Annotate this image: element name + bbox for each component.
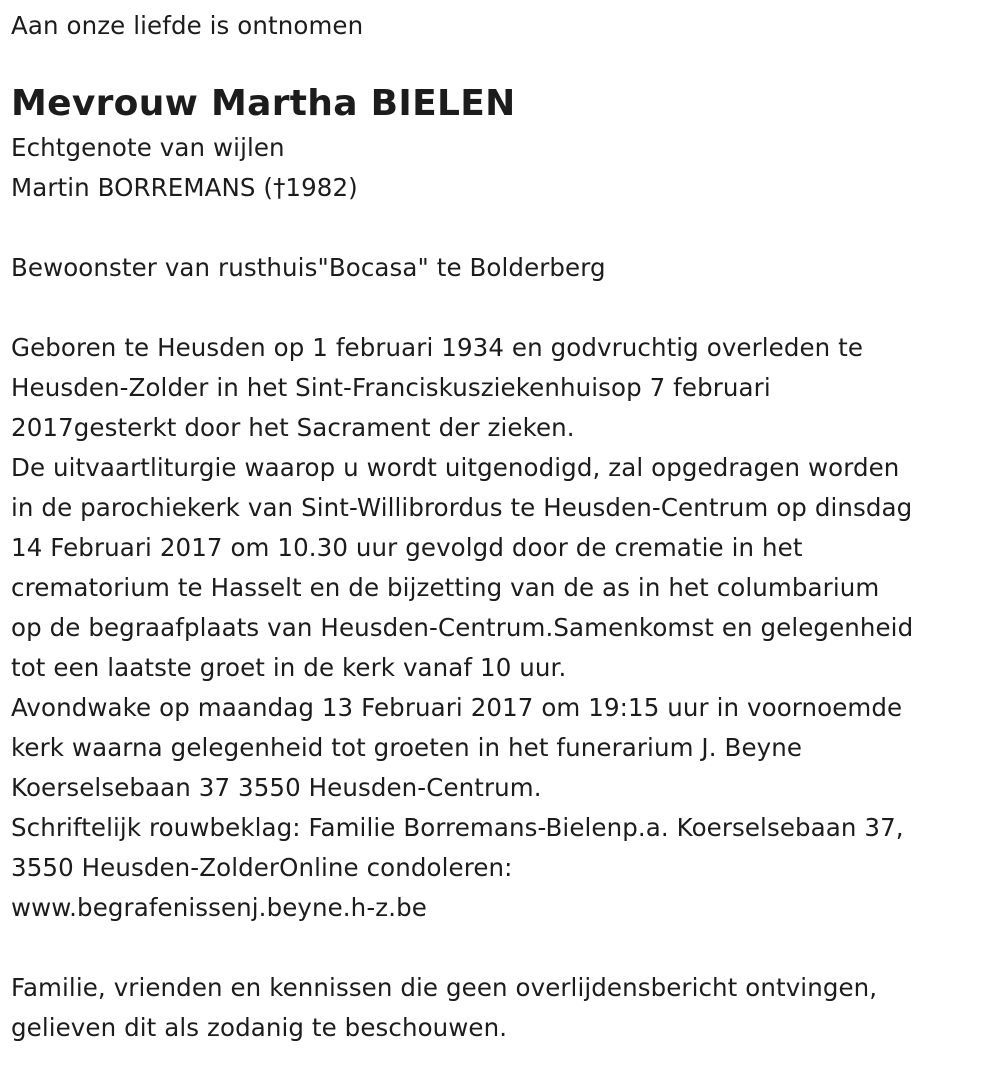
spacer [11, 928, 990, 968]
body-line: Geboren te Heusden op 1 februari 1934 en godvruchtig overleden te [11, 333, 864, 362]
body-line: Koerselsebaan 37 3550 Heusden-Centrum. [11, 773, 542, 802]
body-line: op de begraafplaats van Heusden-Centrum.Samenkomst en gelegenheid [11, 613, 914, 642]
residence-text: Bewoonster van rusthuis"Bocasa" te Bolderberg [11, 253, 606, 282]
intro-text: Aan onze liefde is ontnomen [11, 11, 364, 40]
body-line: Heusden-Zolder in het Sint-Franciskusziekenhuisop 7 februari [11, 373, 771, 402]
notice-body [11, 328, 990, 928]
body-line: 3550 Heusden-ZolderOnline condoleren: [11, 853, 513, 882]
body-line: Schriftelijk rouwbeklag: Familie Borremans-Bielenp.a. Koerselsebaan 37, [11, 813, 904, 842]
body-line: De uitvaartliturgie waarop u wordt uitgenodigd, zal opgedragen worden [11, 453, 900, 482]
spacer [11, 208, 990, 248]
closing-line-1: Familie, vrienden en kennissen die geen overlijdensbericht ontvingen, [11, 973, 878, 1002]
body-line: crematorium te Hasselt en de bijzetting van de as in het columbarium [11, 573, 880, 602]
closing-line-2: gelieven dit als zodanig te beschouwen. [11, 1013, 508, 1042]
spacer [11, 288, 990, 328]
deceased-name: Mevrouw Martha BIELEN [11, 83, 516, 124]
body-line: tot een laatste groet in de kerk vanaf 10 uur. [11, 653, 567, 682]
body-line: kerk waarna gelegenheid tot groeten in het funerarium J. Beyne [11, 733, 803, 762]
spouse-line-2: Martin BORREMANS (†1982) [11, 173, 358, 202]
body-line: Avondwake op maandag 13 Februari 2017 om 19:15 uur in voornoemde [11, 693, 903, 722]
body-line: 14 Februari 2017 om 10.30 uur gevolgd door de crematie in het [11, 533, 803, 562]
body-line: in de parochiekerk van Sint-Willibrordus te Heusden-Centrum op dinsdag [11, 493, 913, 522]
spouse-line-1: Echtgenote van wijlen [11, 133, 285, 162]
condolence-website: www.begrafenissenj.beyne.h-z.be [11, 893, 427, 922]
body-line: 2017gesterkt door het Sacrament der zieken. [11, 413, 575, 442]
